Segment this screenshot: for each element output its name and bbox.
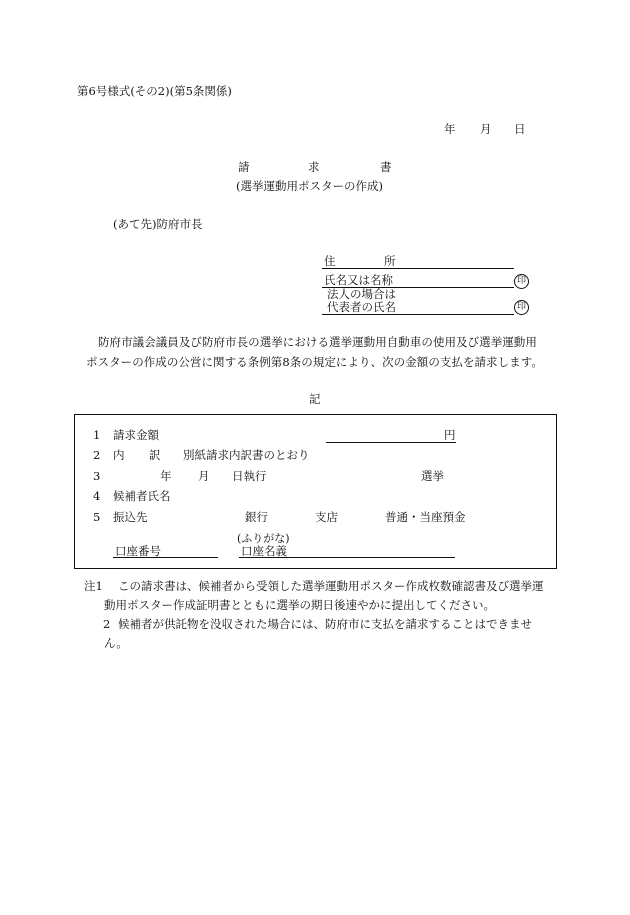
representative-line <box>322 314 514 315</box>
transfer-label: 振込先 <box>113 510 148 524</box>
note-1-line-2: 動用ポスター作成証明書とともに選挙の期日後速やかに提出してください。 <box>104 598 495 612</box>
item-number-3: 3 <box>93 469 101 483</box>
account-name-line <box>239 557 455 558</box>
election-year: 年 <box>160 469 172 483</box>
name-label: 氏名又は名称 <box>324 273 393 287</box>
amount-line <box>326 442 456 443</box>
breakdown-value: 別紙請求内訳書のとおり <box>183 448 310 462</box>
corp-label-1: 法人の場合は <box>327 287 396 301</box>
bank-label: 銀行 <box>245 510 268 524</box>
body-line-2: ポスターの作成の公営に関する条例第8条の規定により、次の金額の支払を請求します。 <box>86 355 543 369</box>
title-char-2: 求 <box>308 160 320 174</box>
breakdown-label-1: 内 <box>113 448 125 462</box>
note-2-line-2: ん。 <box>104 636 128 650</box>
note-1-line-1: この請求書は、候補者から受領した選挙運動用ポスター作成枚数確認書及び選挙運 <box>118 579 544 593</box>
title-subtitle: (選挙運動用ポスターの作成) <box>236 179 383 193</box>
seal-mark-2: 印 <box>514 300 529 315</box>
amount-label: 請求金額 <box>113 428 159 442</box>
election-executed: 日執行 <box>232 469 267 483</box>
item-number-2: 2 <box>93 448 101 462</box>
address-line <box>322 268 514 269</box>
furigana-label: (ふりがな) <box>237 532 290 545</box>
addressee: (あて先)防府市長 <box>113 217 203 231</box>
address-label-1: 住 <box>324 254 336 268</box>
title-char-3: 書 <box>380 160 392 174</box>
election-label: 選挙 <box>421 469 444 483</box>
account-number-label: 口座番号 <box>115 544 161 558</box>
date-year: 年 <box>444 122 456 136</box>
account-number-line <box>113 557 218 558</box>
ki-mark: 記 <box>309 392 321 406</box>
date-month: 月 <box>480 122 492 136</box>
breakdown-label-2: 訳 <box>149 448 161 462</box>
seal-mark-1: 印 <box>514 274 529 289</box>
election-month: 月 <box>198 469 210 483</box>
form-number: 第6号様式(その2)(第5条関係) <box>77 84 232 98</box>
item-number-4: 4 <box>93 489 101 503</box>
item-number-1: 1 <box>93 428 101 442</box>
date-day: 日 <box>514 122 526 136</box>
account-name-label: 口座名義 <box>241 544 287 558</box>
note-2-prefix: 2 <box>103 617 111 631</box>
note-1-prefix: 注1 <box>84 579 103 593</box>
body-line-1: 防府市議会議員及び防府市長の選挙における選挙運動用自動車の使用及び選挙運動用 <box>98 335 537 349</box>
note-2-line-1: 候補者が供託物を没収された場合には、防府市に支払を請求することはできませ <box>118 617 532 631</box>
yen-label: 円 <box>444 428 456 442</box>
address-label-2: 所 <box>384 254 396 268</box>
candidate-label: 候補者氏名 <box>113 489 171 503</box>
branch-label: 支店 <box>315 510 338 524</box>
account-type: 普通・当座預金 <box>385 510 466 524</box>
item-number-5: 5 <box>93 510 101 524</box>
title-char-1: 請 <box>238 160 250 174</box>
corp-label-2: 代表者の氏名 <box>327 300 396 314</box>
